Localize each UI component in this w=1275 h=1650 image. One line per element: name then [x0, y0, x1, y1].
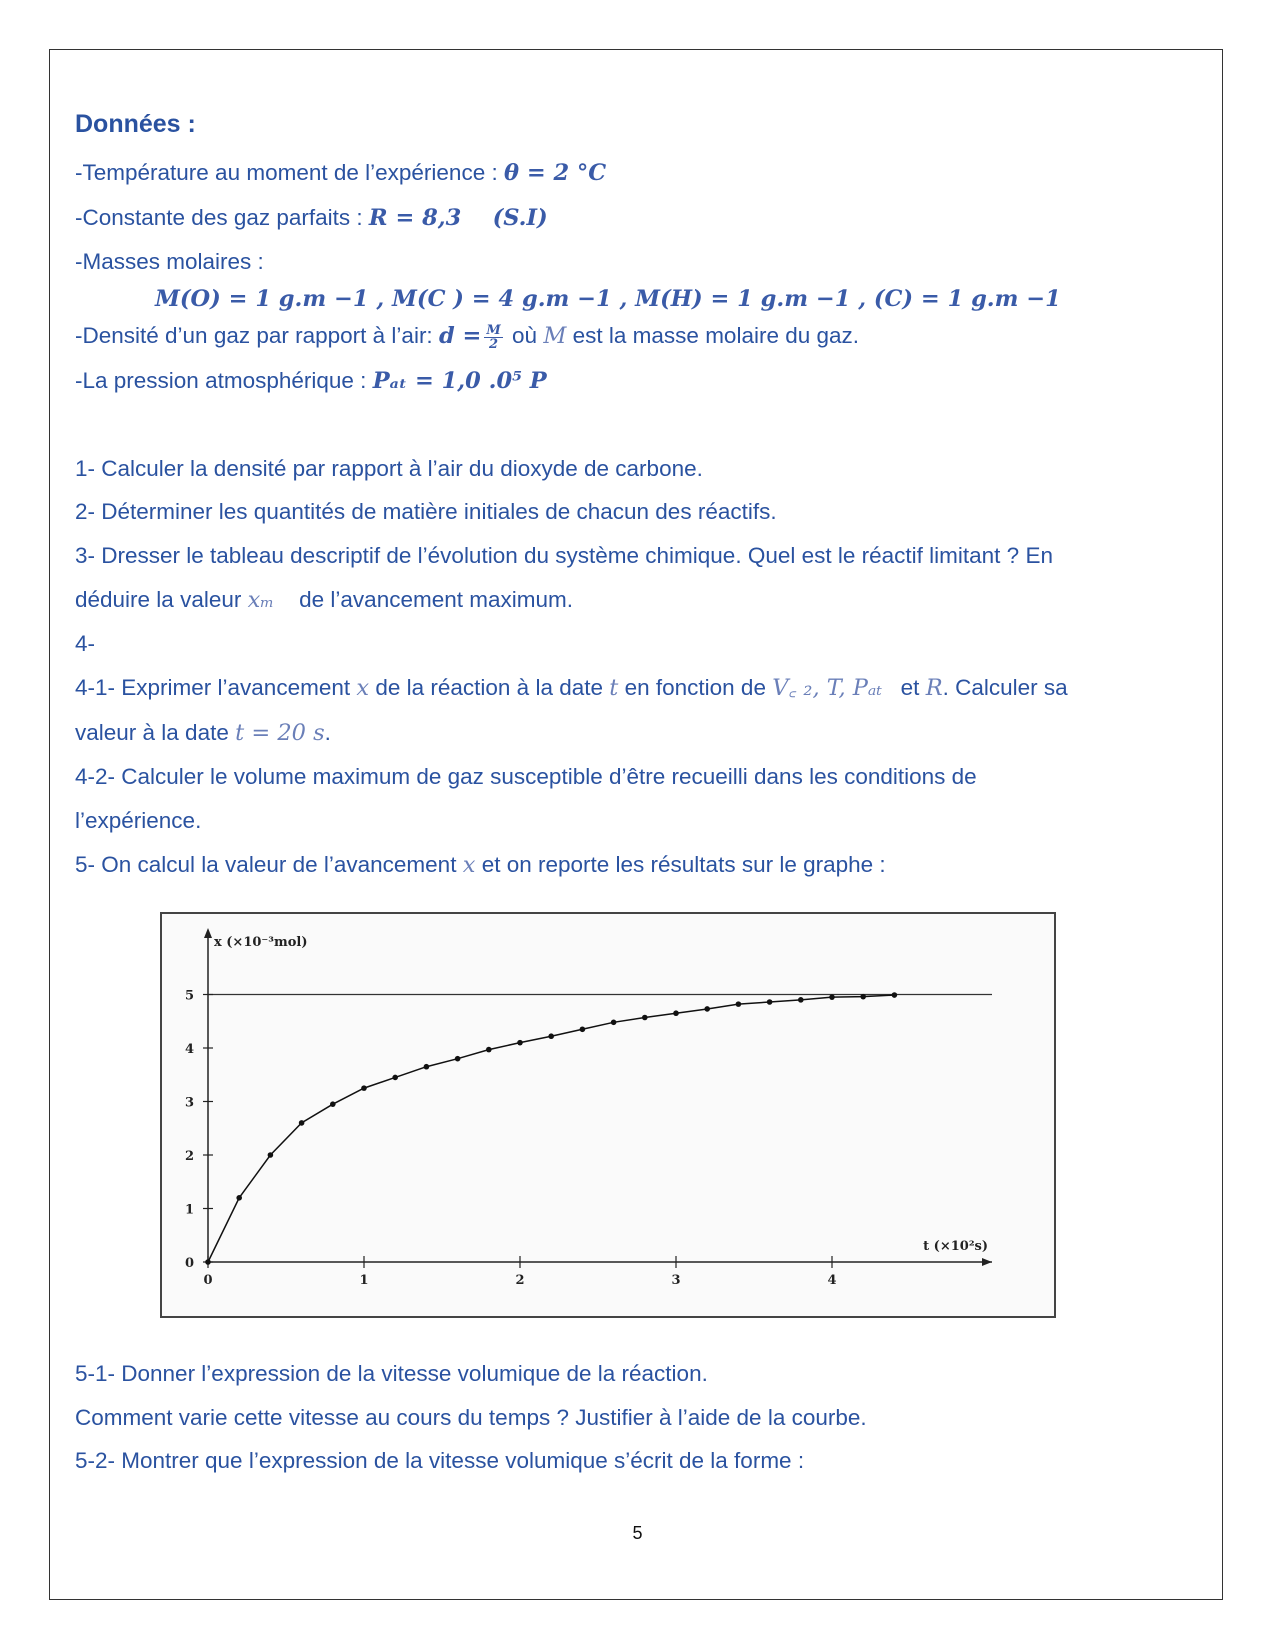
data-point [860, 994, 866, 1000]
q41-var-t: t [609, 675, 619, 702]
density-numerator: M [486, 322, 501, 338]
y-tick-label: 0 [184, 1256, 194, 1271]
data-point [704, 1006, 710, 1012]
data-point [580, 1026, 586, 1032]
data-point [892, 992, 898, 998]
question-3-var: xₘ [247, 586, 275, 613]
temperature-label: -Température au moment de l’expérience : [75, 160, 498, 185]
density-rest-var: M [543, 323, 567, 350]
question-5 [75, 843, 1195, 888]
data-point [330, 1101, 336, 1107]
question-1: 1- Calculer la densité par rapport à l’air du dioxyde de carbone. [75, 455, 703, 481]
density-fraction [484, 324, 502, 351]
molar-masses-formula: M(O) = 1 g.m −1 , M(C ) = 4 g.m −1 , M(H) = 1 g.m −1 , (C) = 1 g.m −1 [155, 286, 1061, 313]
data-point [548, 1033, 554, 1039]
question-5-2: 5-2- Montrer que l’expression de la vitesse volumique s’écrit de la forme : [75, 1448, 805, 1474]
data-point [361, 1085, 367, 1091]
data-point [299, 1120, 305, 1126]
advancement-chart [162, 914, 1054, 1316]
questions-after-chart [75, 1352, 1195, 1483]
data-point [424, 1064, 430, 1070]
question-4: 4- [75, 631, 96, 657]
question-4-1-line-2 [75, 711, 1195, 756]
temperature-line [75, 151, 1195, 196]
page-number: 5 [632, 1523, 643, 1543]
molar-masses-line [75, 284, 1195, 314]
q41-vars: V꜀ ₂, T, Pₐₜ [772, 675, 882, 702]
question-4-2-line-1: 4-2- Calculer le volume maximum de gaz susceptible d’être recueilli dans les conditions de [75, 764, 977, 790]
density-denominator: 2 [489, 336, 499, 352]
density-rest-suffix: est la masse molaire du gaz. [572, 323, 860, 349]
q5-text-a: 5- On calcul la valeur de l’avancement [75, 851, 457, 877]
x-tick-label: 2 [515, 1273, 525, 1288]
main-content [75, 110, 1195, 888]
question-2: 2- Déterminer les quantités de matière initiales de chacun des réactifs. [75, 499, 777, 525]
data-point [236, 1195, 242, 1201]
x-axis-label: t (×10²s) [923, 1239, 988, 1254]
y-tick-label: 2 [184, 1149, 194, 1164]
data-point [611, 1020, 617, 1026]
data-point [268, 1152, 274, 1158]
x-tick-label: 0 [203, 1273, 213, 1288]
q5-text-b: et on reporte les résultats sur le graphe : [481, 851, 886, 877]
q41-text-e: . Calculer sa [942, 675, 1068, 701]
q41-line2-prefix: valeur à la date [75, 719, 229, 745]
x-tick-label: 1 [359, 1273, 369, 1288]
pressure-label: -La pression atmosphérique : [75, 367, 367, 393]
question-4-1-line-1 [75, 666, 1195, 711]
data-point [642, 1015, 648, 1021]
density-label: -Densité d’un gaz par rapport à l’air: [75, 323, 433, 349]
x-tick-label: 4 [827, 1273, 837, 1288]
data-point [486, 1047, 492, 1053]
spacer [75, 404, 1195, 447]
gas-constant-value: R = 8,3 [368, 204, 462, 231]
question-5-1-line-1: 5-1- Donner l’expression de la vitesse volumique de la réaction. [75, 1361, 708, 1386]
question-3-suffix: de l’avancement maximum. [299, 586, 573, 612]
q41-text-a: 4-1- Exprimer l’avancement [75, 675, 351, 701]
data-point [798, 997, 804, 1003]
y-axis-arrow [204, 928, 212, 938]
molar-masses-label: -Masses molaires : [75, 249, 264, 275]
data-point [829, 994, 835, 1000]
question-3-line-1: 3- Dresser le tableau descriptif de l’évolution du système chimique. Quel est le réactif limitant ? En [75, 542, 1053, 568]
density-lhs: d = [438, 323, 482, 350]
density-rest-prefix: où [512, 323, 538, 349]
question-3-prefix: déduire la valeur [75, 586, 242, 612]
y-tick-label: 4 [184, 1042, 194, 1057]
pressure-line [75, 359, 1195, 404]
q41-text-c: en fonction de [624, 675, 766, 701]
question-3-line-2 [75, 578, 1195, 623]
y-tick-label: 1 [184, 1202, 194, 1218]
q41-text-b: de la réaction à la date [375, 675, 604, 701]
q41-text-d: et [900, 675, 920, 701]
data-point [205, 1259, 211, 1265]
data-point [736, 1001, 742, 1007]
pressure-value: Pₐₜ = 1,0 .0⁵ P [372, 367, 547, 394]
q41-line2-var: t = 20 s [235, 719, 325, 746]
temperature-value: θ = 2 °C [503, 160, 607, 186]
molar-masses-label-line [75, 240, 1195, 284]
q41-var-x: x [356, 675, 370, 702]
data-point [673, 1010, 679, 1016]
q5-var: x [462, 851, 476, 878]
gas-constant-label: -Constante des gaz parfaits : [75, 204, 363, 230]
data-point [767, 999, 773, 1005]
x-axis-arrow [982, 1258, 992, 1266]
q41-var-r: R [925, 675, 943, 702]
y-tick-label: 5 [184, 988, 194, 1004]
data-point [392, 1075, 398, 1081]
section-heading: Données : [75, 110, 196, 138]
density-line [75, 314, 1195, 359]
gas-constant-unit: (S.I) [492, 204, 548, 231]
y-axis-label: x (×10⁻³mol) [214, 935, 308, 950]
question-4-2-line-2: l’expérience. [75, 808, 202, 834]
gas-constant-line [75, 196, 1195, 241]
data-point [517, 1040, 523, 1046]
question-5-1-line-2: Comment varie cette vitesse au cours du temps ? Justifier à l’aide de la courbe. [75, 1404, 867, 1430]
x-tick-label: 3 [671, 1273, 681, 1288]
chart-frame [160, 912, 1056, 1318]
q41-line2-suffix: . [324, 719, 331, 745]
y-tick-label: 3 [184, 1095, 194, 1111]
data-point [455, 1056, 461, 1062]
